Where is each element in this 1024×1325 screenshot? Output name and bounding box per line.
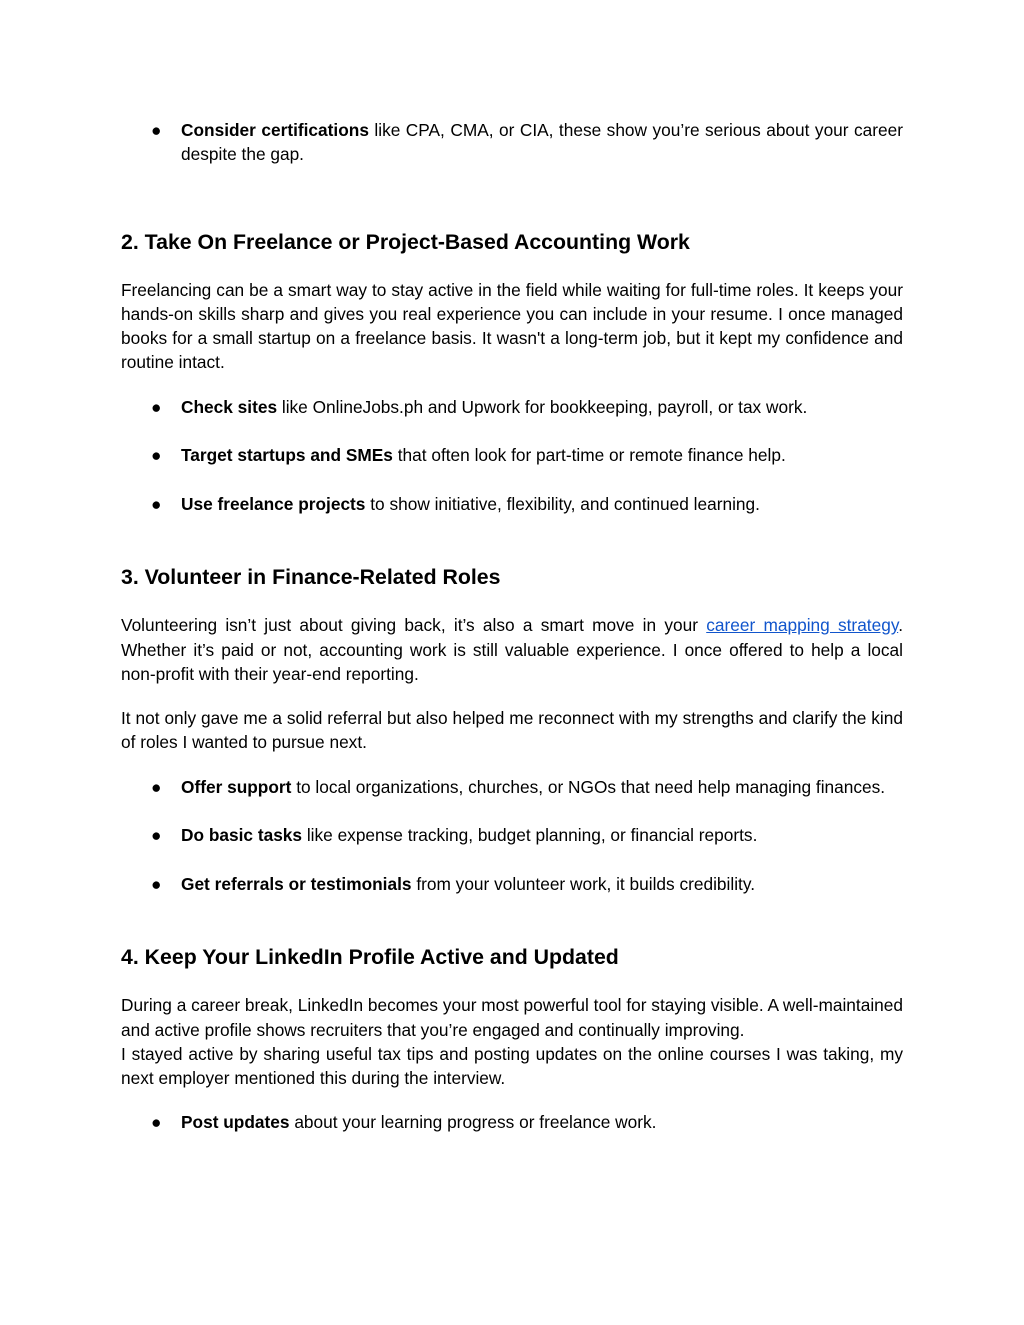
bullet-text: like CPA, CMA, or CIA, these show you’re serious about your career despite the gap.	[181, 120, 903, 165]
bullet-text: that often look for part-time or remote finance help.	[392, 445, 786, 466]
bullet-bold-text: Target startups and SMEs	[181, 445, 393, 466]
bullet-bold-text: Do basic tasks	[181, 825, 303, 846]
bullet-icon: ●	[151, 825, 162, 846]
bullet-text: to show initiative, flexibility, and continued learning.	[365, 493, 760, 514]
bullet-icon: ●	[151, 873, 162, 894]
bullet-bold-text: Consider certifications	[181, 120, 369, 140]
paragraph: Freelancing can be a smart way to stay active in the field while waiting for full-time roles. It keeps your hands-on skills sharp and gives you real experience you can include in your resume. I once managed books for a small startup on a freelance basis. It wasn't a long-term job, but it kept my confidence and routine intact.	[121, 279, 903, 373]
list-item	[121, 823, 903, 847]
bullet-text: like expense tracking, budget planning, or financial reports.	[302, 825, 758, 846]
bullet-bold-text: Check sites	[181, 396, 278, 417]
bullet-bold-text: Get referrals or testimonials	[181, 873, 412, 894]
paragraph	[121, 613, 903, 686]
career-mapping-strategy-link[interactable]: career mapping strategy	[706, 615, 899, 636]
bullet-icon: ●	[151, 396, 162, 417]
list-item	[121, 872, 903, 896]
paragraph-text: . Whether it’s paid or not, accounting work is still valuable experience. I once offered to help a local non-profit with their year-end reporting.	[121, 615, 903, 684]
list-item	[121, 492, 903, 516]
bullet-text: to local organizations, churches, or NGOs that need help managing finances.	[291, 776, 886, 797]
bullet-icon: ●	[151, 120, 162, 140]
bullet-bold-text: Post updates	[181, 1112, 290, 1133]
paragraph: It not only gave me a solid referral but also helped me reconnect with my strengths and clarify the kind of roles I wanted to pursue next.	[121, 708, 903, 753]
list-item	[121, 443, 903, 467]
bullet-bold-text: Offer support	[181, 776, 292, 797]
list-item	[121, 775, 903, 799]
paragraph-text: Volunteering isn’t just about giving back, it’s also a smart move in your	[121, 615, 707, 636]
bullet-bold-text: Use freelance projects	[181, 493, 366, 514]
document-page	[121, 117, 903, 1135]
paragraph-text: I stayed active by sharing useful tax tips and posting updates on the online courses I was taking, my next employer mentioned this during the interview.	[121, 1043, 903, 1089]
paragraph-text: During a career break, LinkedIn becomes your most powerful tool for staying visible. A well-maintained and active profile shows recruiters that you’re engaged and continually improving.	[121, 995, 903, 1040]
section-heading: 3. Volunteer in Finance-Related Roles	[121, 565, 501, 590]
paragraph	[121, 993, 903, 1090]
bullet-text: like OnlineJobs.ph and Upwork for bookkeeping, payroll, or tax work.	[277, 396, 808, 417]
list-item	[121, 395, 903, 419]
bullet-icon: ●	[151, 445, 162, 466]
section-heading: 2. Take On Freelance or Project-Based Accounting Work	[121, 229, 690, 254]
list-item	[121, 1110, 903, 1134]
bullet-text: about your learning progress or freelance work.	[289, 1112, 657, 1133]
bullet-icon: ●	[151, 776, 162, 797]
list-item	[121, 118, 903, 167]
section-heading: 4. Keep Your LinkedIn Profile Active and Updated	[121, 945, 619, 970]
bullet-text: from your volunteer work, it builds credibility.	[411, 873, 756, 894]
bullet-icon: ●	[151, 493, 162, 514]
bullet-icon: ●	[151, 1112, 162, 1133]
